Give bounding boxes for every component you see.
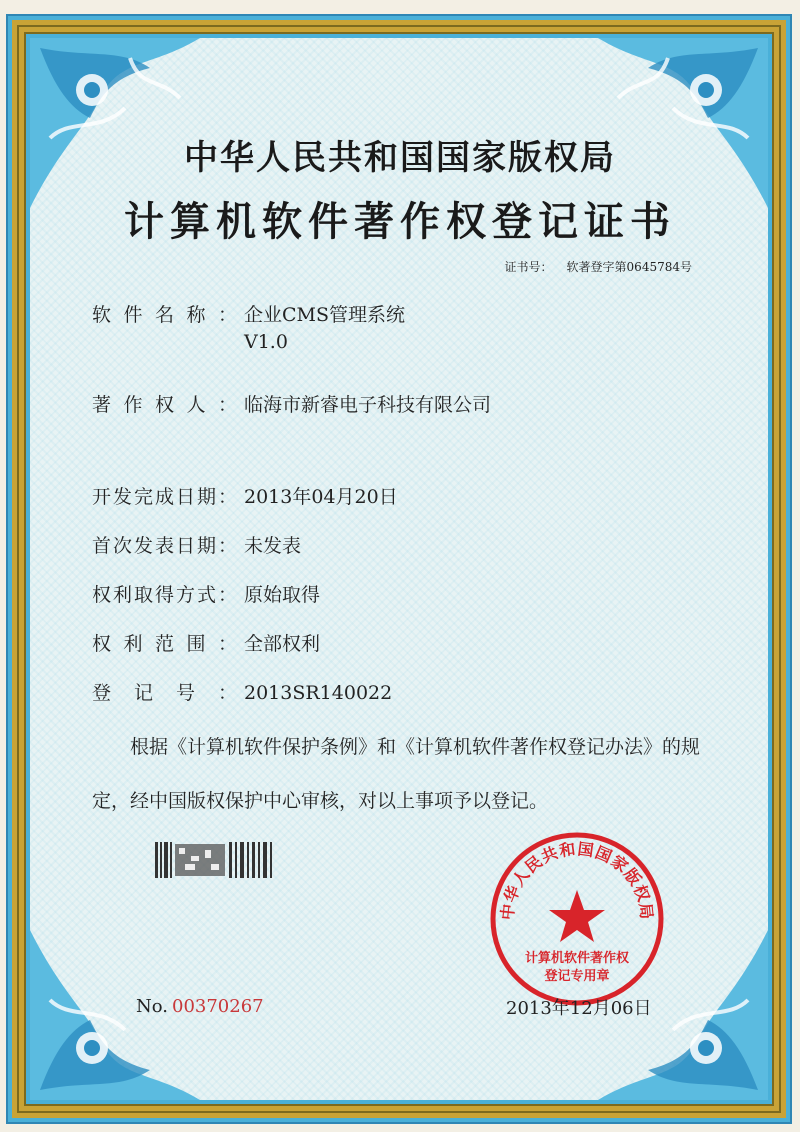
serial-number bbox=[136, 996, 264, 1017]
field-value: 企业CMS管理系统 bbox=[244, 304, 406, 326]
barcode-icon bbox=[155, 842, 275, 878]
field-value: 临海市新睿电子科技有限公司 bbox=[244, 394, 492, 416]
field-acquisition-method bbox=[92, 580, 320, 607]
field-value: 2013年04月20日 bbox=[244, 486, 398, 508]
seal-line-1: 计算机软件著作权 bbox=[524, 951, 630, 966]
field-value: 2013SR140022 bbox=[244, 682, 393, 704]
field-label: 软件名称： bbox=[92, 304, 238, 326]
certificate-number-value: 软著登字第0645784号 bbox=[566, 260, 692, 274]
serial-value: 00370267 bbox=[172, 996, 264, 1017]
issue-date: 2013年12月06日 bbox=[506, 998, 652, 1019]
serial-label: No. bbox=[136, 996, 168, 1017]
field-value: 未发表 bbox=[244, 535, 302, 557]
field-first-publish-date bbox=[92, 531, 301, 558]
field-label: 开发完成日期： bbox=[92, 486, 238, 508]
field-rights-scope bbox=[92, 629, 320, 656]
field-copyright-owner bbox=[92, 390, 491, 417]
field-software-name bbox=[92, 300, 405, 353]
certificate-number-label: 证书号： bbox=[504, 260, 553, 274]
corner-ornament-icon bbox=[598, 38, 768, 208]
field-value: 原始取得 bbox=[244, 584, 321, 606]
field-label: 著作权人： bbox=[92, 394, 238, 416]
issuer-title: 中华人民共和国国家版权局 bbox=[184, 138, 616, 178]
certificate-title: 计算机软件著作权登记证书 bbox=[124, 198, 676, 245]
field-value: 全部权利 bbox=[244, 633, 321, 655]
seal-ring-text: 中华人民共和国国家版权局 bbox=[497, 839, 657, 921]
certificate-number bbox=[505, 258, 692, 275]
field-value-version: V1.0 bbox=[244, 331, 288, 353]
field-registration-number bbox=[92, 678, 392, 705]
official-seal-icon bbox=[488, 830, 666, 1008]
field-label: 首次发表日期： bbox=[92, 535, 238, 557]
corner-ornament-icon bbox=[30, 38, 200, 208]
statement-paragraph: 根据《计算机软件保护条例》和《计算机软件著作权登记办法》的规定，经中国版权保护中心审核，对以上事项予以登记。 bbox=[92, 736, 701, 812]
field-label: 登记号： bbox=[92, 682, 238, 704]
field-development-date bbox=[92, 482, 398, 509]
field-label: 权利取得方式： bbox=[92, 584, 238, 606]
field-label: 权利范围： bbox=[92, 633, 238, 655]
seal-line-2: 登记专用章 bbox=[544, 969, 610, 984]
